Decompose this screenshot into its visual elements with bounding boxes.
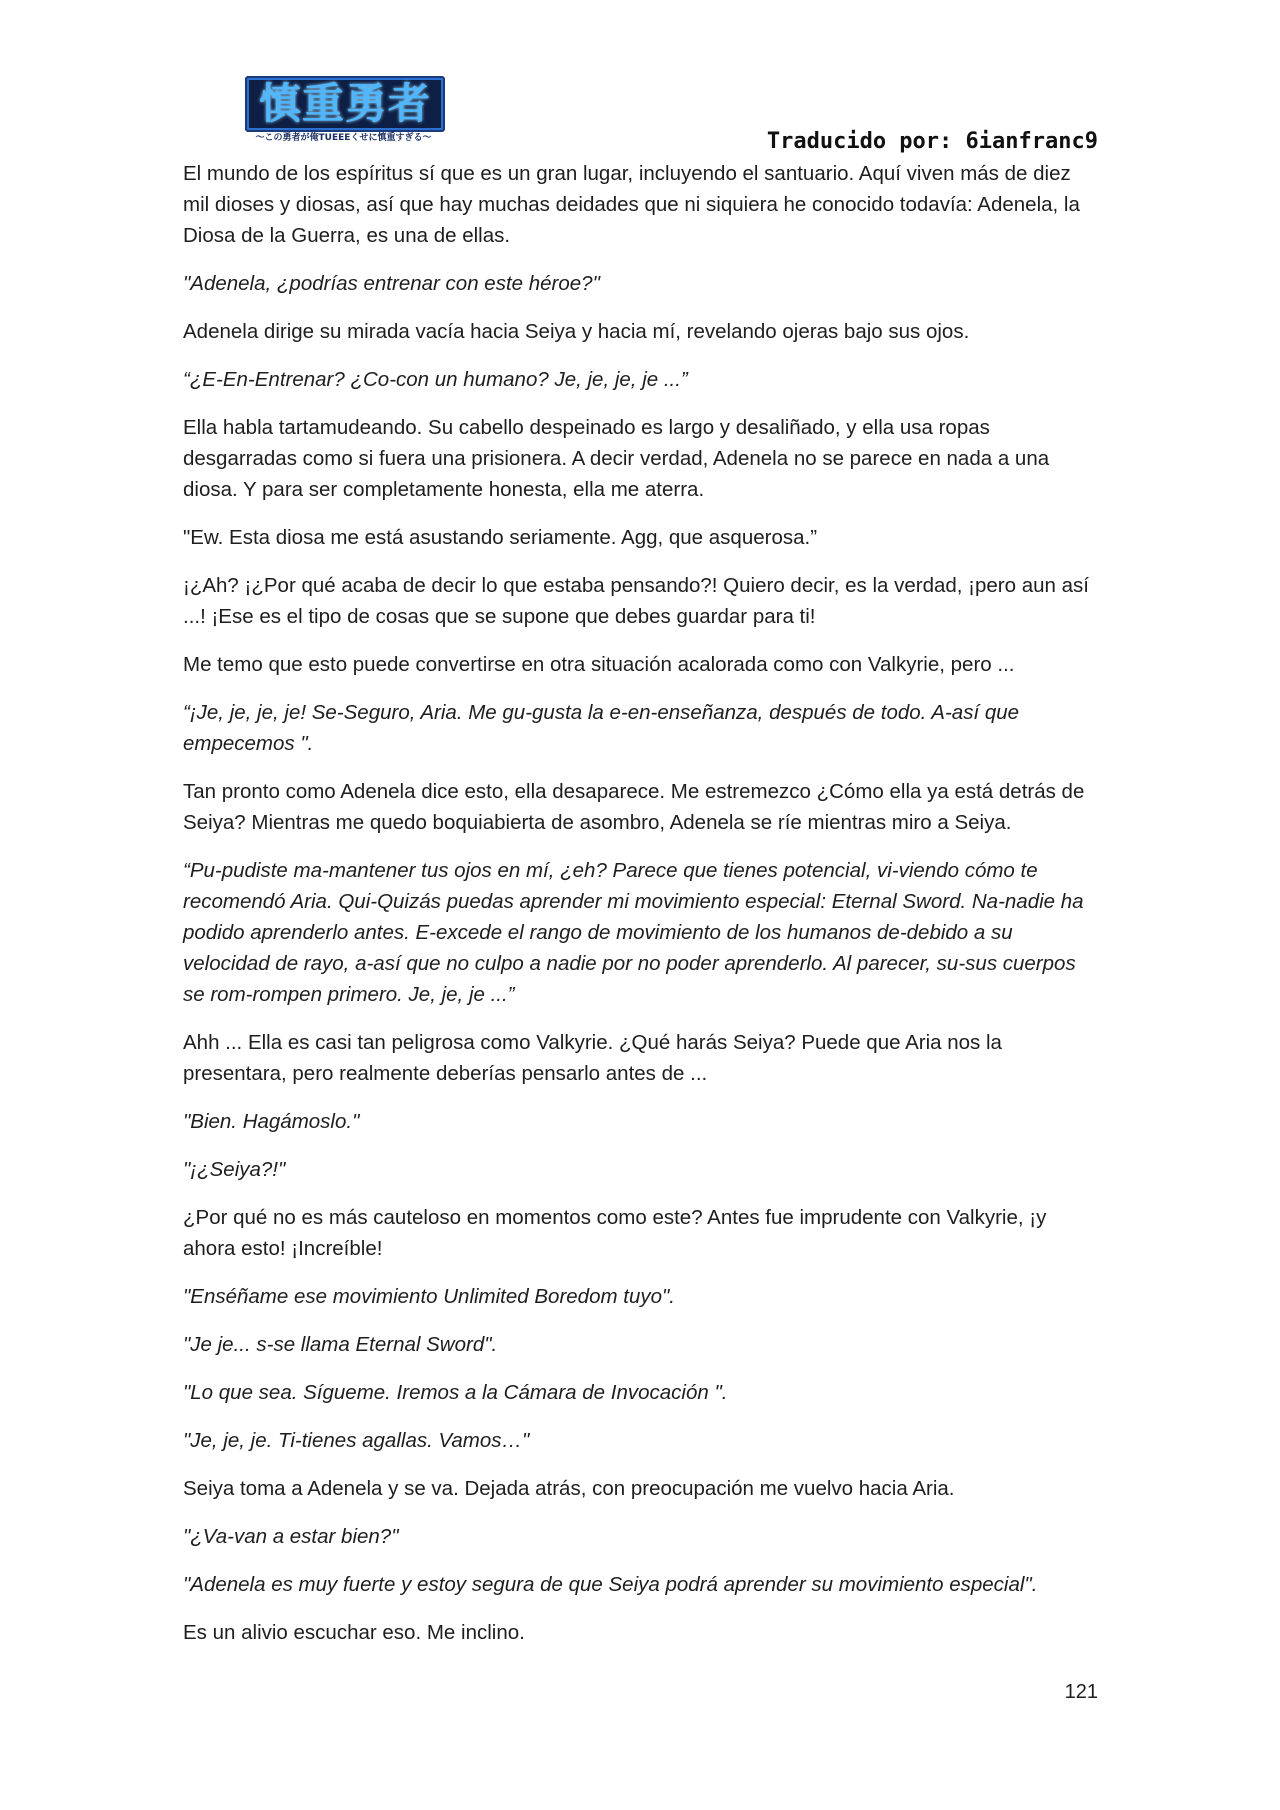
paragraph: El mundo de los espíritus sí que es un gran lugar, incluyendo el santuario. Aquí viven más de diez mil dioses y diosas, así que hay muchas deidades que ni siquiera he conocido todavía: Adenela, la Diosa de la Guerra, es una de ellas. [183, 162, 1080, 247]
paragraph: “Pu-pudiste ma-mantener tus ojos en mí, ¿eh? Parece que tienes potencial, vi-viendo cómo te recomendó Aria. Qui-Quizás puedas aprender mi movimiento especial: Eternal Sword. Na-nadie ha podido aprenderlo antes. E-excede el rango de movimiento de los humanos de-debido a su velocidad de rayo, a-así que no culpo a nadie por no poder aprenderlo. Al parecer, su-sus cuerpos se rom-rompen primero. Je, je, je ...” [183, 859, 1084, 1006]
paragraph: Adenela dirige su mirada vacía hacia Seiya y hacia mí, revelando ojeras bajo sus ojos. [183, 320, 970, 343]
page-number: 121 [1064, 1681, 1098, 1703]
paragraph: Seiya toma a Adenela y se va. Dejada atrás, con preocupación me vuelvo hacia Aria. [183, 1477, 955, 1500]
paragraph: “¿E-En-Entrenar? ¿Co-con un humano? Je, je, je, je ...” [183, 368, 688, 391]
logo-title: 慎重勇者 [245, 76, 445, 132]
paragraph: Ahh ... Ella es casi tan peligrosa como Valkyrie. ¿Qué harás Seiya? Puede que Aria nos la presentara, pero realmente deberías pensarlo antes de ... [183, 1031, 1002, 1085]
paragraph: ¿Por qué no es más cauteloso en momentos como este? Antes fue imprudente con Valkyrie, ¡y ahora esto! ¡Increíble! [183, 1206, 1047, 1260]
paragraph: Ella habla tartamudeando. Su cabello despeinado es largo y desaliñado, y ella usa ropas desgarradas como si fuera una prisionera. A decir verdad, Adenela no se parece en nada a una diosa. Y para ser completamente honesta, ella me aterra. [183, 416, 1050, 501]
paragraph: "Ew. Esta diosa me está asustando seriamente. Agg, que asquerosa.” [183, 526, 818, 549]
translator-credit: Traducido por: 6ianfranc9 [766, 129, 1098, 154]
paragraph: "Enséñame ese movimiento Unlimited Boredom tuyo". [183, 1285, 675, 1308]
paragraph: “¡Je, je, je, je! Se-Seguro, Aria. Me gu-gusta la e-en-enseñanza, después de todo. A-así que empecemos ". [183, 701, 1020, 755]
paragraph: "Adenela, ¿podrías entrenar con este héroe?" [183, 272, 600, 295]
paragraph: "Je je... s-se llama Eternal Sword". [183, 1333, 498, 1356]
paragraph: "Bien. Hagámoslo." [183, 1110, 360, 1133]
paragraph: "Je, je, je. Ti-tienes agallas. Vamos…" [183, 1429, 530, 1452]
logo-subtitle: 〜この勇者が俺TUEEEくせに慎重すぎる〜 [255, 133, 432, 143]
paragraph: ¡¿Ah? ¡¿Por qué acaba de decir lo que estaba pensando?! Quiero decir, es la verdad, ¡pero aun así ...! ¡Ese es el tipo de cosas que se supone que debes guardar para ti! [183, 574, 1089, 628]
paragraph: Es un alivio escuchar eso. Me inclino. [183, 1621, 525, 1644]
paragraph: "¿Va-van a estar bien?" [183, 1525, 399, 1548]
series-logo [241, 76, 446, 148]
paragraph: Tan pronto como Adenela dice esto, ella desaparece. Me estremezco ¿Cómo ella ya está detrás de Seiya? Mientras me quedo boquiabierta de asombro, Adenela se ríe mientras miro a Seiya. [183, 780, 1085, 834]
body-text [183, 158, 1098, 1665]
paragraph: Me temo que esto puede convertirse en otra situación acalorada como con Valkyrie, pero ... [183, 653, 1015, 676]
paragraph: "¡¿Seiya?!" [183, 1158, 286, 1181]
paragraph: "Lo que sea. Sígueme. Iremos a la Cámara de Invocación ". [183, 1381, 728, 1404]
paragraph: "Adenela es muy fuerte y estoy segura de que Seiya podrá aprender su movimiento especial". [183, 1573, 1038, 1596]
